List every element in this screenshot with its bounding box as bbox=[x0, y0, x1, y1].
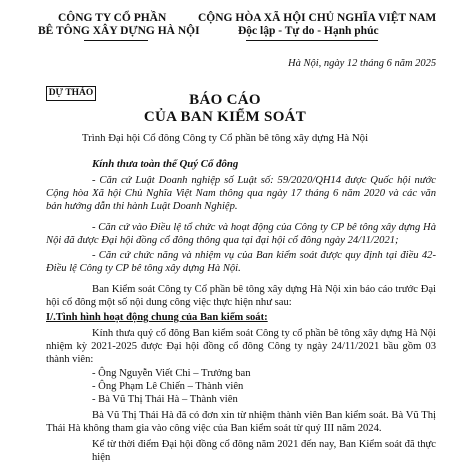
draft-label: DỰ THẢO bbox=[46, 86, 96, 101]
legal-basis-3-line-2: Điều lệ Công ty CP bê tông xây dựng Hà Nội. bbox=[46, 263, 241, 274]
legal-basis-1-line-1: - Căn cứ Luật Doanh nghiệp số Luật số: 59/2020/QH14 được Quốc hội nước bbox=[92, 175, 436, 186]
resignation-line-2: Thái Hà không tham gia vào công việc của Ban kiểm soát từ quý III năm 2024. bbox=[46, 423, 382, 434]
company-underline bbox=[84, 40, 148, 41]
member-1: - Ông Nguyễn Viết Chi – Trưởng ban bbox=[92, 368, 251, 379]
company-name-line2: BÊ TÔNG XÂY DỰNG HÀ NỘI bbox=[38, 25, 200, 37]
section-1-line-1: Kính thưa quý cổ đông Ban kiểm soát Công ty cổ phần bê tông xây dựng Hà Nội bbox=[92, 328, 436, 339]
legal-basis-2-line-1: - Căn cứ vào Điều lệ tổ chức và hoạt động của Công ty CP bê tông xây dựng Hà bbox=[92, 222, 436, 233]
legal-basis-2-line-2: Nội đã được Đại hội đồng cổ đông thông qua tại đại hội cổ đông ngày 24/11/2021; bbox=[46, 235, 399, 246]
company-name-line1: CÔNG TY CỔ PHẦN bbox=[58, 12, 167, 24]
legal-basis-1-line-2: Cộng hòa Xã hội Chủ Nghĩa Việt Nam thông qua ngày 17 tháng 6 năm 2020 và các văn bbox=[46, 188, 436, 199]
intro-line-1: Ban Kiểm soát Công ty Cổ phần bê tông xây dựng Hà Nội xin báo cáo trước Đại bbox=[92, 284, 436, 295]
place-date: Hà Nội, ngày 12 tháng 6 năm 2025 bbox=[288, 58, 437, 69]
member-3: - Bà Vũ Thị Thái Hà – Thành viên bbox=[92, 394, 238, 405]
closing-partial-line: Kể từ thời điểm Đại hội đồng cổ đông năm 2021 đến nay, Ban Kiểm soát đã thực hiện bbox=[92, 439, 436, 463]
legal-basis-3-line-1: - Căn cứ chức năng và nhiệm vụ của Ban kiểm soát được quy định tại điều 42- bbox=[92, 250, 436, 261]
section-1-line-3: thành viên: bbox=[46, 354, 94, 365]
legal-basis-1-line-3: bản hướng dẫn thi hành Luật Doanh Nghiệp. bbox=[46, 201, 238, 212]
nation-motto: Độc lập - Tự do - Hạnh phúc bbox=[238, 25, 379, 37]
nation-title: CỘNG HÒA XÃ HỘI CHỦ NGHĨA VIỆT NAM bbox=[198, 12, 437, 24]
resignation-line-1: Bà Vũ Thị Thái Hà đã có đơn xin từ nhiệm thành viên Ban kiểm soát. Bà Vũ Thị bbox=[92, 410, 436, 421]
report-subtitle: CỦA BAN KIỂM SOÁT bbox=[143, 109, 307, 125]
motto-underline bbox=[246, 40, 378, 41]
greeting: Kính thưa toàn thể Quý Cổ đông bbox=[92, 158, 239, 170]
section-1-heading: I/.Tình hình hoạt động chung của Ban kiểm soát: bbox=[46, 312, 268, 323]
section-1-line-2: nhiệm kỳ 2021-2025 được Đại hội đồng cổ đông Công ty ngày 24/11/2021 bầu gồm 03 bbox=[46, 341, 436, 352]
member-2: - Ông Phạm Lê Chiến – Thành viên bbox=[92, 381, 244, 392]
report-recipient: Trình Đại hội Cổ đông Công ty Cổ phần bê tông xây dựng Hà Nội bbox=[81, 132, 369, 144]
intro-line-2: hội cổ đông một số nội dung công việc thực hiện như sau: bbox=[46, 297, 292, 308]
report-title: BÁO CÁO bbox=[189, 92, 261, 108]
